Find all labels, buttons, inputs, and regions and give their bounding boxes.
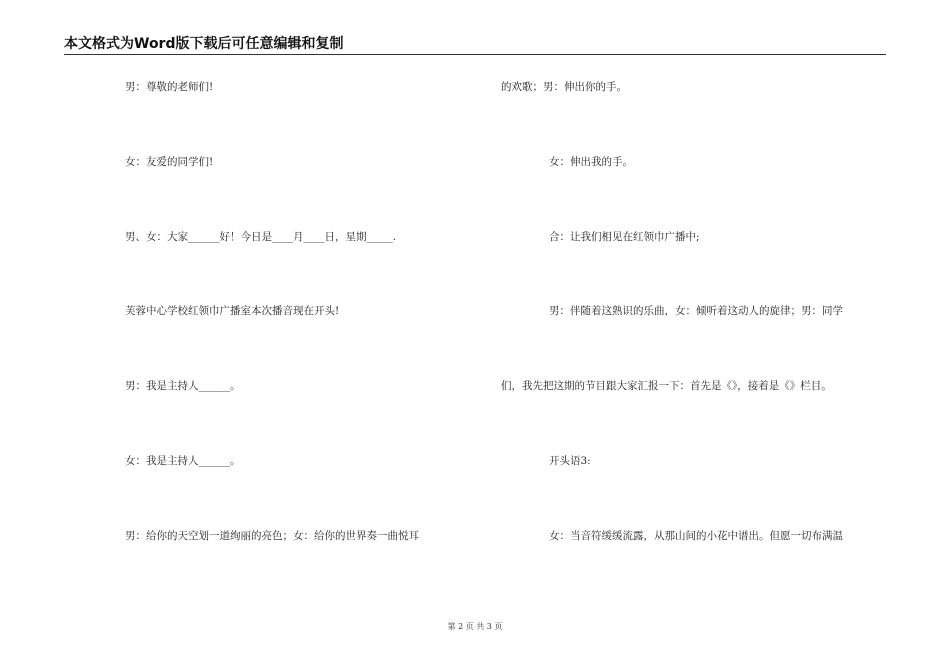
left-line-1: 男：尊敬的老师们! (125, 81, 214, 93)
left-line-7: 男：给你的天空划一道绚丽的亮色；女：给你的世界奏一曲悦耳 (125, 530, 419, 542)
right-line-2: 女：伸出我的手。 (549, 156, 633, 168)
right-line-4: 男：伴随着这熟识的乐曲，女：倾听着这动人的旋律；男：同学 (549, 305, 843, 317)
right-line-1: 的欢歌；男：伸出你的手。 (501, 81, 627, 93)
right-line-5: 们，我先把这期的节目跟大家汇报一下：首先是《》，接着是《》栏目。 (501, 380, 832, 392)
left-line-5: 男：我是主持人______。 (125, 380, 241, 392)
left-line-2: 女：友爱的同学们! (125, 156, 214, 168)
right-line-7: 女：当音符缓缓流露，从那山间的小花中谱出。但愿一切布满温 (549, 530, 843, 542)
left-line-4: 芙蓉中心学校红领巾广播室本次播音现在开头! (125, 305, 340, 317)
left-line-3: 男、女：大家______好！今日是____月____日，星期_____. (125, 231, 397, 243)
page-footer: 第 2 页 共 3 页 (447, 622, 503, 631)
right-line-3: 合：让我们相见在红领巾广播中; (549, 231, 700, 243)
right-line-6: 开头语3: (549, 455, 591, 467)
header-title: 本文格式为Word版下载后可任意编辑和复制 (64, 36, 344, 52)
left-line-6: 女：我是主持人______。 (125, 455, 241, 467)
